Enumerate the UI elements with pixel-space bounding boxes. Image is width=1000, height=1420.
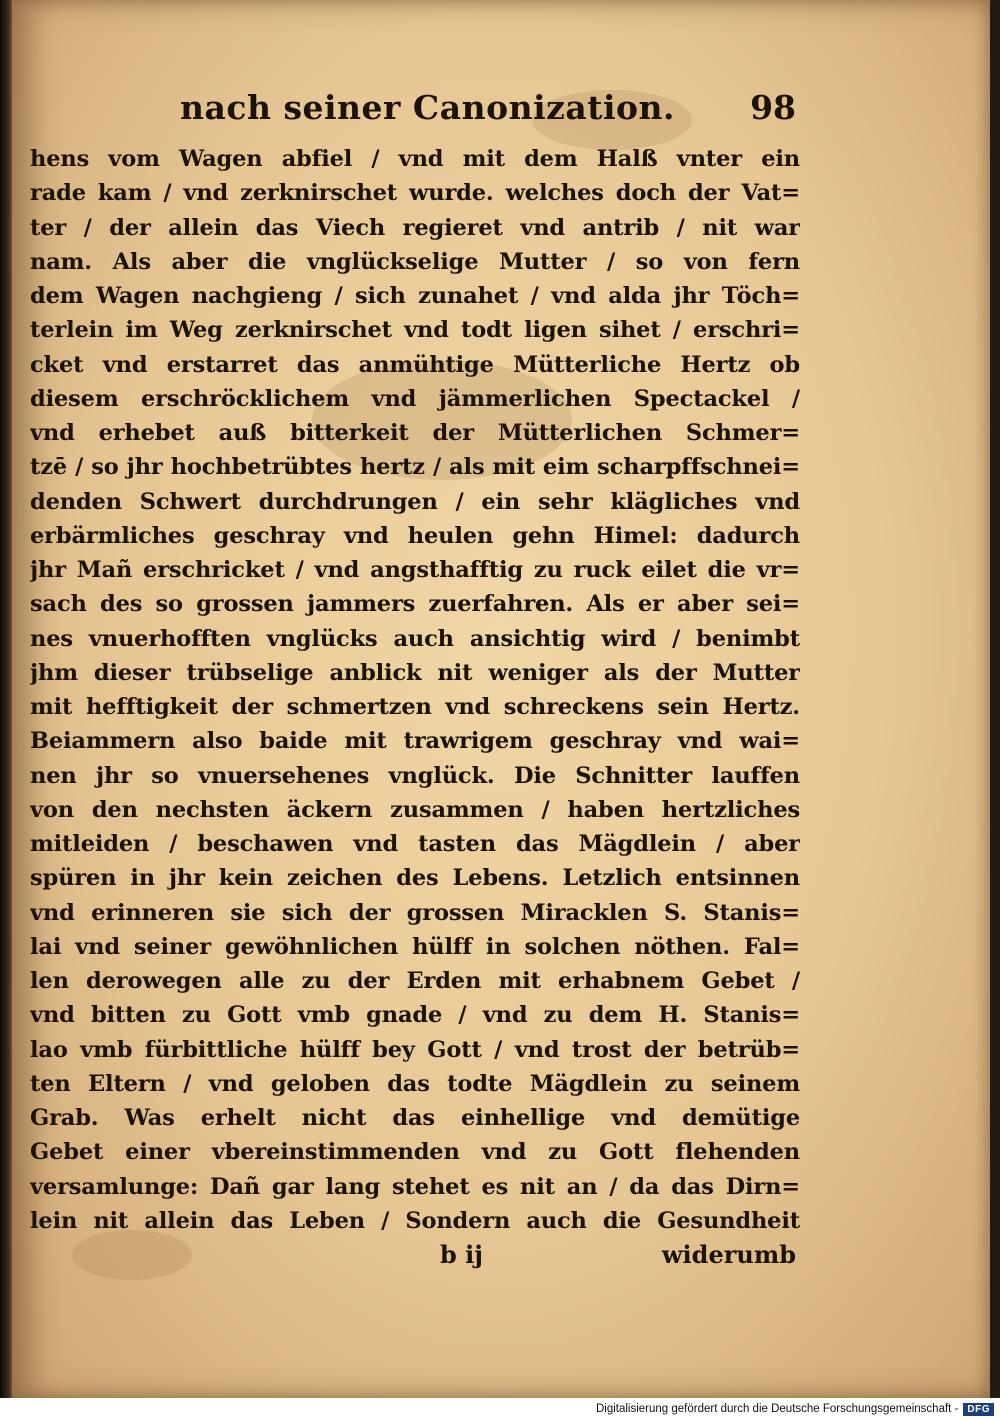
text-line: vnd bitten zu Gott vmb gnade / vnd zu dem H. Stanis= xyxy=(30,1002,800,1029)
text-line: len derowegen alle zu der Erden mit erhabnem Gebet / xyxy=(30,968,800,994)
text-line: lein nit allein das Leben / Sondern auch die Gesundheit xyxy=(30,1207,800,1234)
text-line: hens vom Wagen abfiel / vnd mit dem Halß vnter ein xyxy=(30,146,800,172)
text-line: jhr Mañ erschricket / vnd angsthafftig zu ruck eilet die vr= xyxy=(30,557,800,583)
text-line: erbärmliches geschray vnd heulen gehn Himel: dadurch xyxy=(30,522,800,549)
text-line: vnd erhebet auß bitterkeit der Mütterlichen Schmer= xyxy=(30,420,800,446)
text-line: von den nechsten äckern zusammen / haben hertzliches xyxy=(30,796,800,823)
text-line: lai vnd seiner gewöhnlichen hülff in solchen nöthen. Fal= xyxy=(30,933,800,960)
text-line: tzē / so jhr hochbetrübtes hertz / als mit eim scharpffschnei= xyxy=(30,454,800,481)
text-line: Grab. Was erhelt nicht das einhellige vnd demütige xyxy=(30,1105,800,1131)
text-line: nes vnuerhofften vnglücks auch ansichtig wird / benimbt xyxy=(30,625,800,652)
catchword: widerumb xyxy=(661,1240,796,1269)
text-line: mit hefftigkeit der schmertzen vnd schreckens sein Hertz. xyxy=(30,694,800,720)
text-line: nen jhr so vnuersehenes vnglück. Die Schnitter lauffen xyxy=(30,762,800,789)
text-line: cket vnd erstarret das anmühtige Mütterliche Hertz ob xyxy=(30,351,800,378)
text-line: ten Eltern / vnd geloben das todte Mägdlein zu seinem xyxy=(30,1070,800,1097)
page-footer xyxy=(30,1240,800,1280)
credit-text: Digitalisierung gefördert durch die Deutsche Forschungsgemeinschaft - xyxy=(595,1403,959,1415)
text-line: Beiammern also baide mit trawrigem geschray vnd wai= xyxy=(30,728,800,755)
text-line: spüren in jhr kein zeichen des Lebens. Letzlich entsinnen xyxy=(30,865,800,892)
body-text xyxy=(30,142,800,1238)
text-line: versamlunge: Dañ gar lang stehet es nit an / da das Dirn= xyxy=(30,1173,800,1200)
book-page xyxy=(12,0,990,1398)
signature-mark: b ij xyxy=(440,1240,483,1269)
text-line: diesem erschröcklichem vnd jämmerlichen Spectackel / xyxy=(30,385,800,412)
credit-bar xyxy=(0,1398,1000,1420)
text-line: dem Wagen nachgieng / sich zunahet / vnd alda jhr Töch= xyxy=(30,283,800,309)
text-line: jhm dieser trübselige anblick nit weniger als der Mutter xyxy=(30,659,800,686)
text-line: mitleiden / beschawen vnd tasten das Mägdlein / aber xyxy=(30,831,800,857)
text-line: denden Schwert durchdrungen / ein sehr klägliches vnd xyxy=(30,488,800,515)
text-line: terlein im Weg zerknirschet vnd todt ligen sihet / erschri= xyxy=(30,317,800,344)
text-line: lao vmb fürbittliche hülff bey Gott / vnd trost der betrüb= xyxy=(30,1036,800,1063)
text-line: nam. Als aber die vnglückselige Mutter / so von fern xyxy=(30,248,800,275)
text-line: Gebet einer vbereinstimmenden vnd zu Gott flehenden xyxy=(30,1139,800,1166)
dfg-logo: DFG xyxy=(963,1403,994,1416)
page-number: 98 xyxy=(750,88,796,127)
text-line: sach des so grossen jammers zuerfahren. Als er aber sei= xyxy=(30,591,800,618)
text-line: vnd erinneren sie sich der grossen Miracklen S. Stanis= xyxy=(30,899,800,926)
running-title: nach seiner Canonization. xyxy=(180,88,675,127)
text-line: rade kam / vnd zerknirschet wurde. welches doch der Vat= xyxy=(30,180,800,207)
text-line: ter / der allein das Viech regieret vnd antrib / nit war xyxy=(30,214,800,241)
running-head xyxy=(30,88,800,140)
text-block xyxy=(30,88,800,1280)
